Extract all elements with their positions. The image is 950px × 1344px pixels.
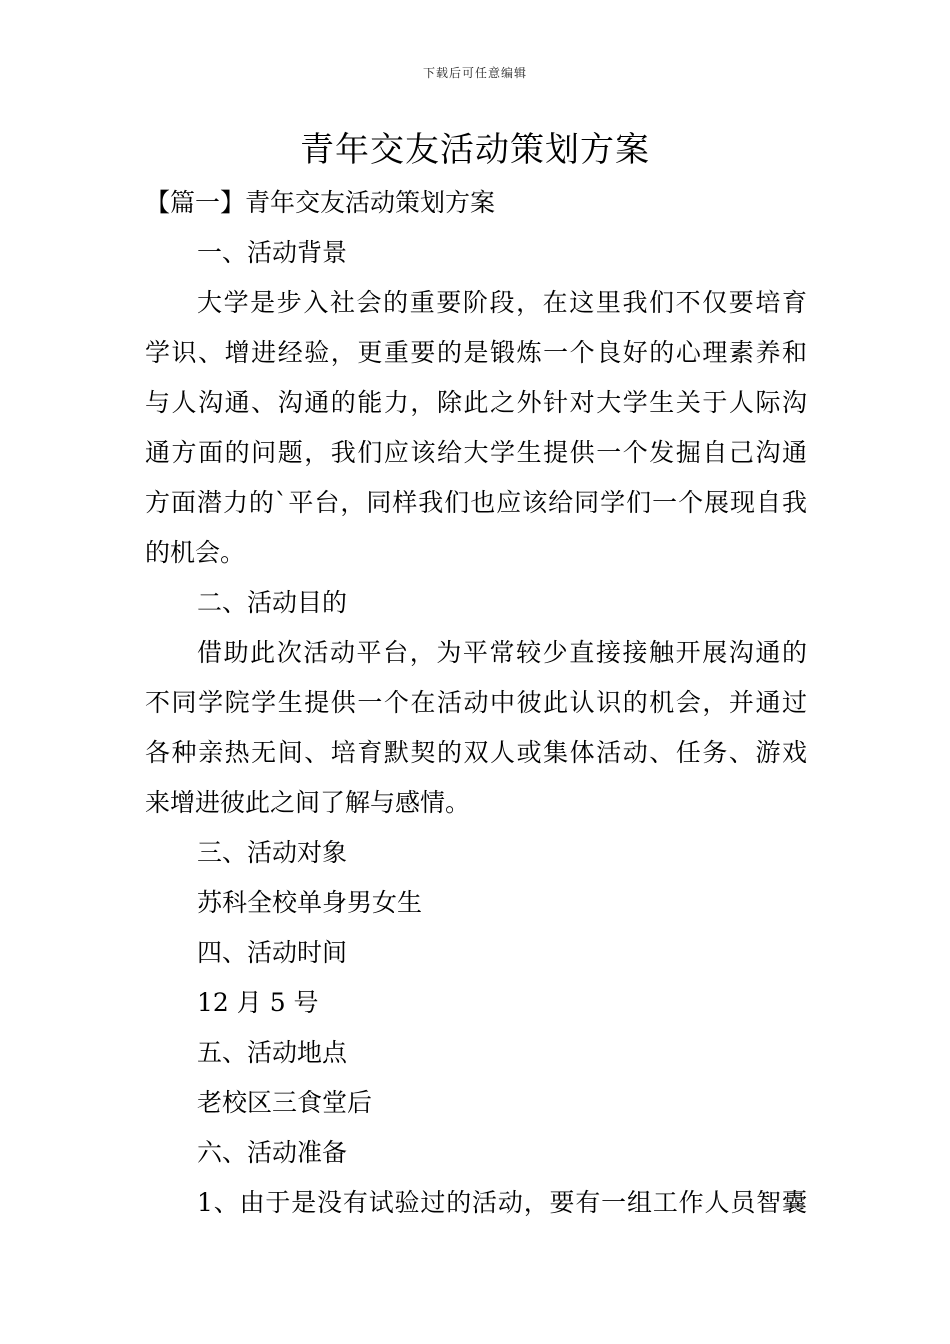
section-heading: 四、活动时间 [197, 938, 348, 967]
section-heading: 一、活动背景 [197, 238, 348, 267]
document-body [145, 178, 807, 1228]
paragraph-line: 老校区三食堂后 [197, 1088, 373, 1117]
body-line: 【篇一】青年交友活动策划方案 [145, 188, 496, 217]
paragraph-line: 与人沟通、沟通的能力，除此之外针对大学生关于人际沟 [145, 388, 807, 417]
paragraph-line: 不同学院学生提供一个在活动中彼此认识的机会，并通过 [145, 688, 807, 717]
paragraph-line: 通方面的问题，我们应该给大学生提供一个发掘自己沟通 [145, 438, 807, 467]
paragraph-line: 借助此次活动平台，为平常较少直接接触开展沟通的 [197, 638, 807, 667]
paragraph-line: 12 月 5 号 [197, 988, 319, 1017]
document-title: 青年交友活动策划方案 [300, 130, 650, 170]
section-heading: 三、活动对象 [197, 838, 348, 867]
section-heading: 二、活动目的 [197, 588, 348, 617]
section-heading: 五、活动地点 [197, 1038, 348, 1067]
paragraph-line: 的机会。 [145, 538, 246, 567]
section-heading: 六、活动准备 [197, 1138, 348, 1167]
paragraph-line: 方面潜力的`平台，同样我们也应该给同学们一个展现自我 [145, 488, 807, 517]
paragraph-line: 来增进彼此之间了解与感情。 [145, 788, 471, 817]
paragraph-line: 苏科全校单身男女生 [197, 888, 423, 917]
paragraph-line: 各种亲热无间、培育默契的双人或集体活动、任务、游戏 [145, 738, 807, 767]
paragraph-line: 1、由于是没有试验过的活动，要有一组工作人员智囊 [197, 1188, 807, 1217]
paragraph-line: 学识、增进经验，更重要的是锻炼一个良好的心理素养和 [145, 338, 807, 367]
header-note: 下载后可任意编辑 [422, 66, 527, 80]
paragraph-line: 大学是步入社会的重要阶段，在这里我们不仅要培育 [197, 288, 807, 317]
